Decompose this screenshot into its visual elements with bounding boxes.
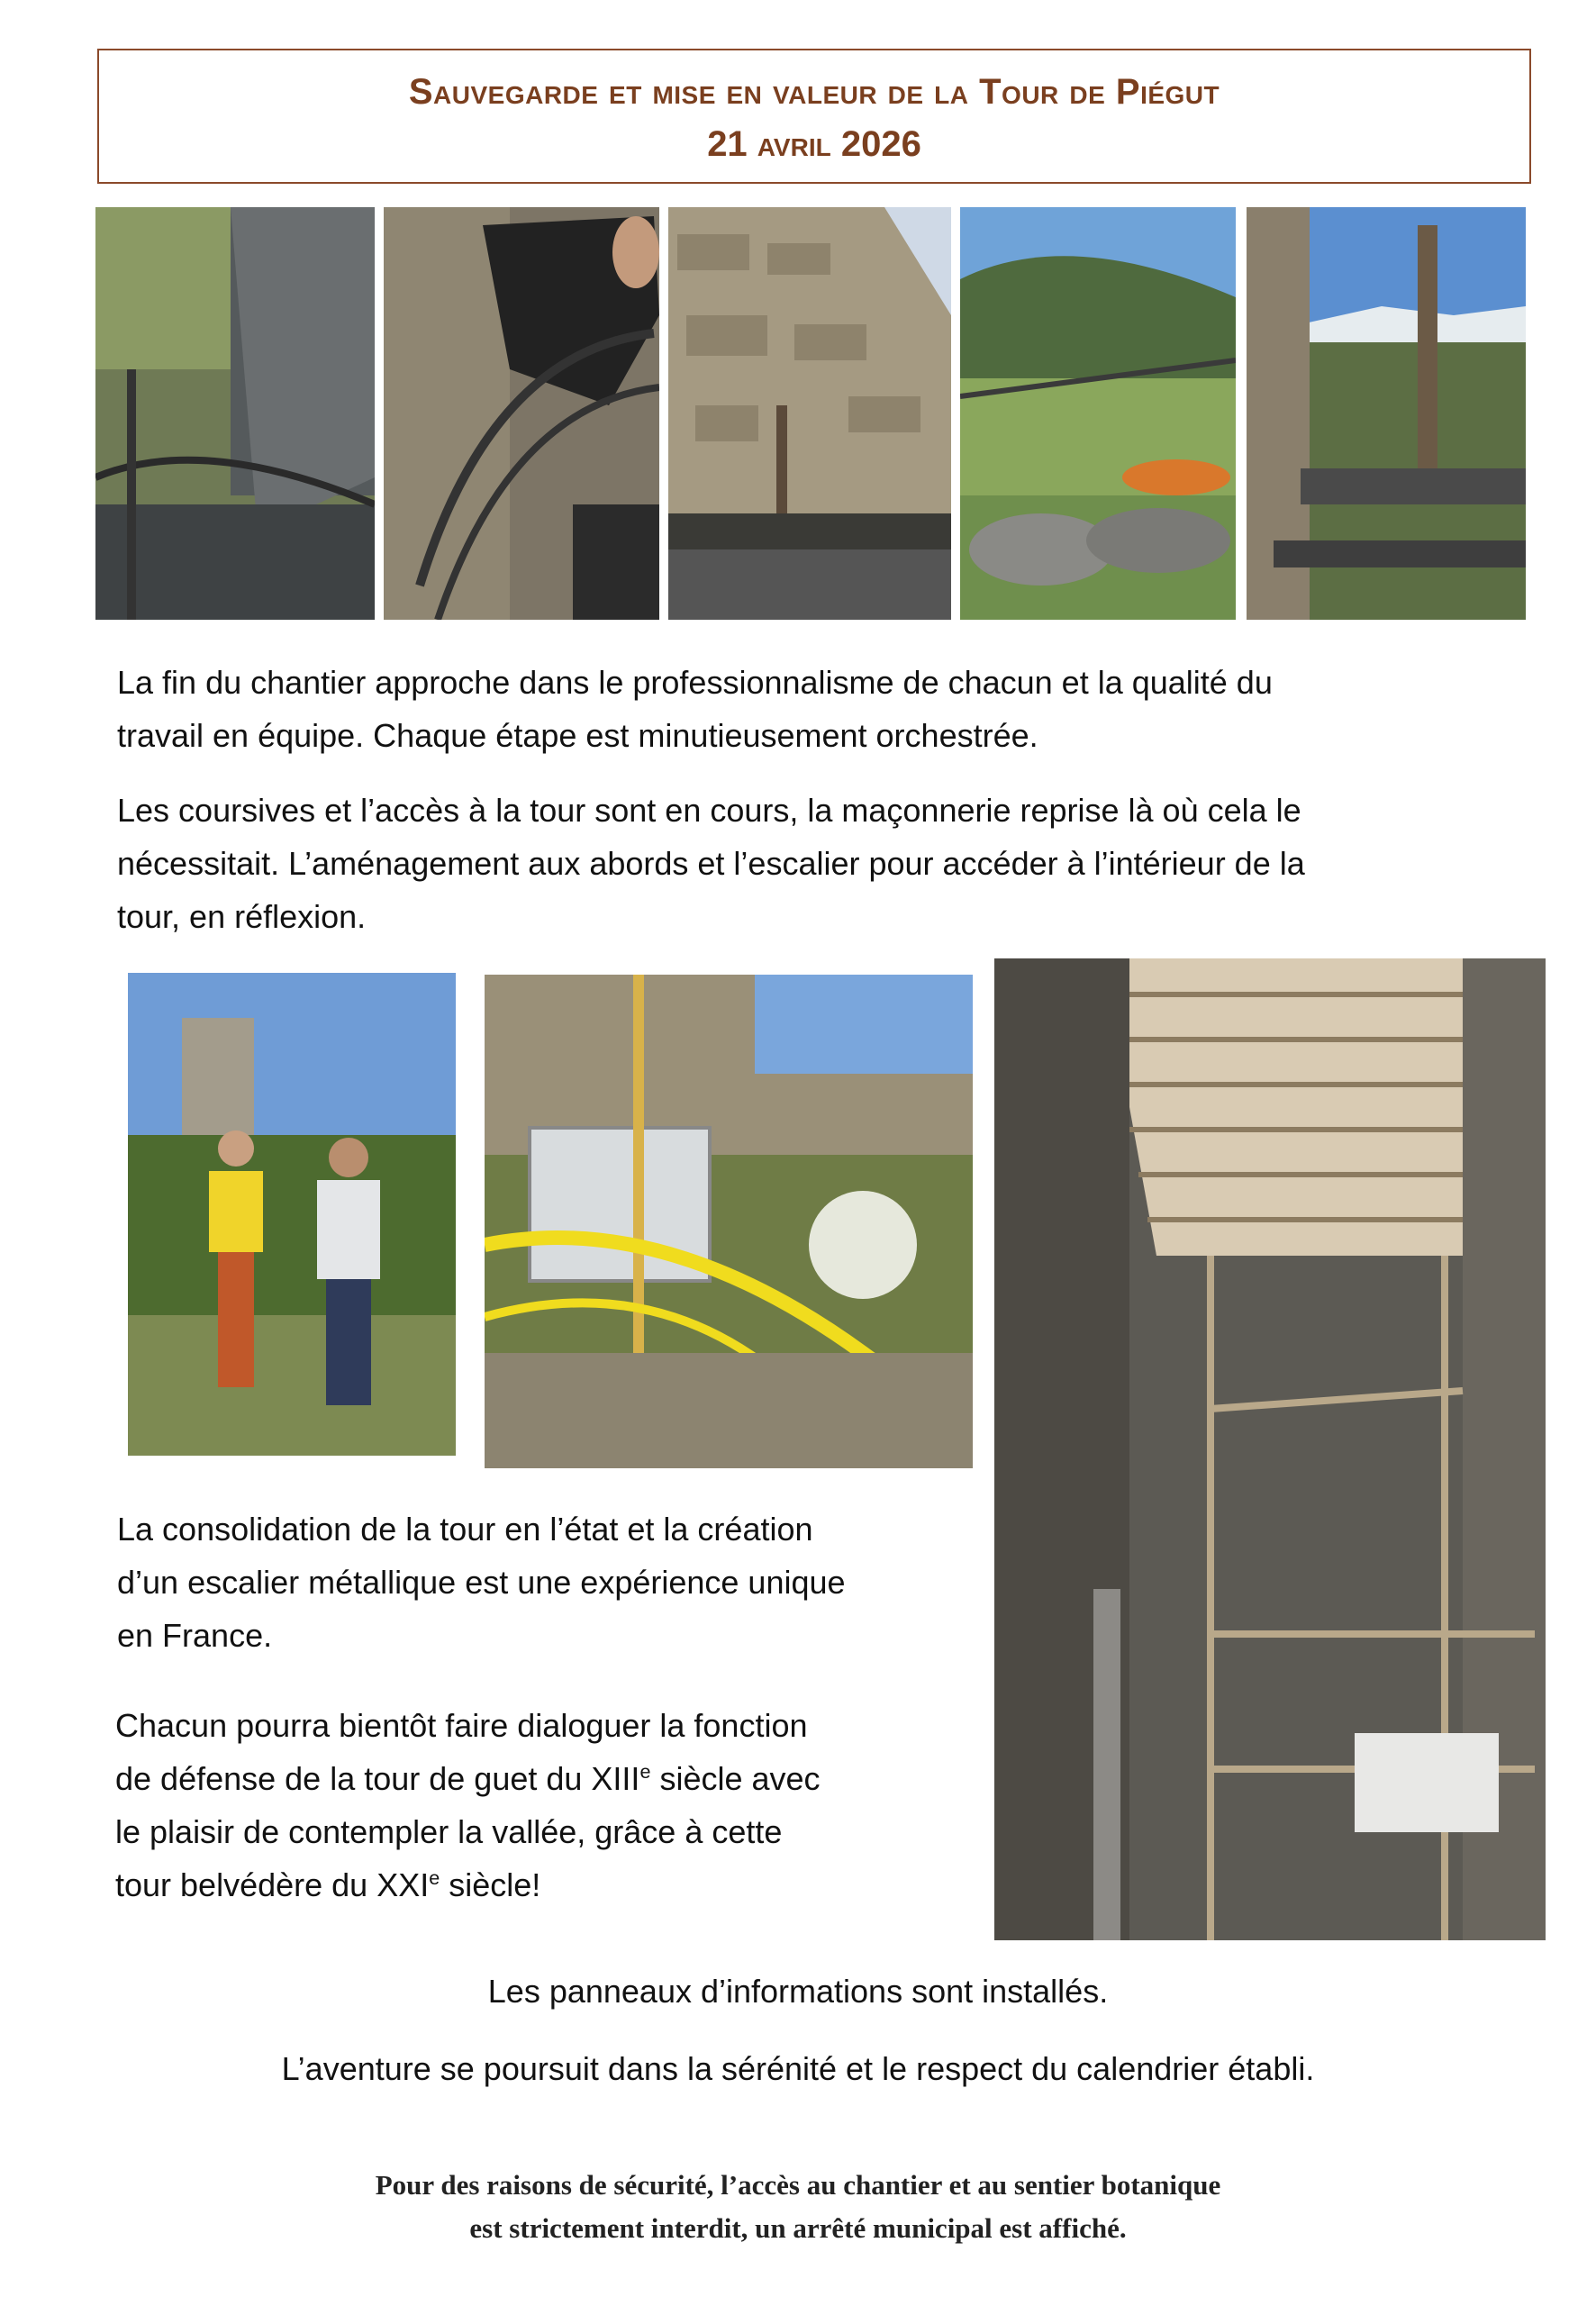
photo-scaffold-walkway-mountains: [1247, 207, 1526, 620]
text-line: d’un escalier métallique est une expérience unique: [117, 1564, 846, 1601]
superscript: e: [639, 1760, 651, 1783]
footer-notice-line-1: Pour des raisons de sécurité, l’accès au chantier et au sentier botanique: [375, 2169, 1221, 2201]
photo-two-men-talking-tower: [128, 973, 456, 1456]
text-line: La fin du chantier approche dans le professionnalisme de chacun et la qualité du: [117, 664, 1273, 701]
text-line: La consolidation de la tour en l’état et la création: [117, 1511, 813, 1548]
photo-tower-interior-scaffold: [994, 958, 1546, 1940]
footer-notice-line-2: est strictement interdit, un arrêté municipal est affiché.: [469, 2212, 1127, 2244]
text-line: en France.: [117, 1617, 273, 1654]
text-line: [115, 1752, 821, 1805]
intro-paragraph-2: [117, 784, 1305, 943]
text-line: nécessitait. L’aménagement aux abords et l’escalier pour accéder à l’intérieur de la: [117, 845, 1305, 882]
text-segment: siècle avec: [650, 1760, 821, 1797]
title-box: [97, 49, 1531, 184]
text-line: Les coursives et l’accès à la tour sont en cours, la maçonnerie reprise là où cela le: [117, 792, 1301, 829]
text-line: travail en équipe. Chaque étape est minutieusement orchestrée.: [117, 717, 1038, 754]
text-segment: de défense de la tour de guet du XIII: [115, 1760, 640, 1797]
aventure-line: L’aventure se poursuit dans la sérénité et le respect du calendrier établi.: [281, 2050, 1315, 2087]
intro-paragraph-1: [117, 656, 1273, 762]
text-line: [115, 1858, 821, 1911]
text-line: tour, en réflexion.: [117, 898, 367, 935]
photo-worker-at-railing: [384, 207, 659, 620]
photo-stone-wall-anchor: [668, 207, 951, 620]
page-title: Sauvegarde et mise en valeur de la Tour de Piégut: [408, 72, 1220, 112]
text-line: Chacun pourra bientôt faire dialoguer la fonction: [115, 1707, 808, 1744]
photo-scaffold-water-tank-tape: [485, 975, 973, 1468]
photo-metal-walkway-railing: [95, 207, 375, 620]
text-segment: tour belvédère du XXI: [115, 1866, 430, 1903]
superscript: e: [429, 1866, 440, 1889]
consolidation-paragraph: [117, 1503, 846, 1662]
text-line: le plaisir de contempler la vallée, grâce à cette: [115, 1813, 783, 1850]
panneaux-line: Les panneaux d’informations sont installés.: [487, 1973, 1109, 2010]
dialogue-paragraph: [115, 1699, 821, 1911]
photo-valley-view-mortar-buckets: [960, 207, 1236, 620]
page-date: 21 avril 2026: [707, 124, 921, 164]
text-segment: siècle!: [440, 1866, 541, 1903]
